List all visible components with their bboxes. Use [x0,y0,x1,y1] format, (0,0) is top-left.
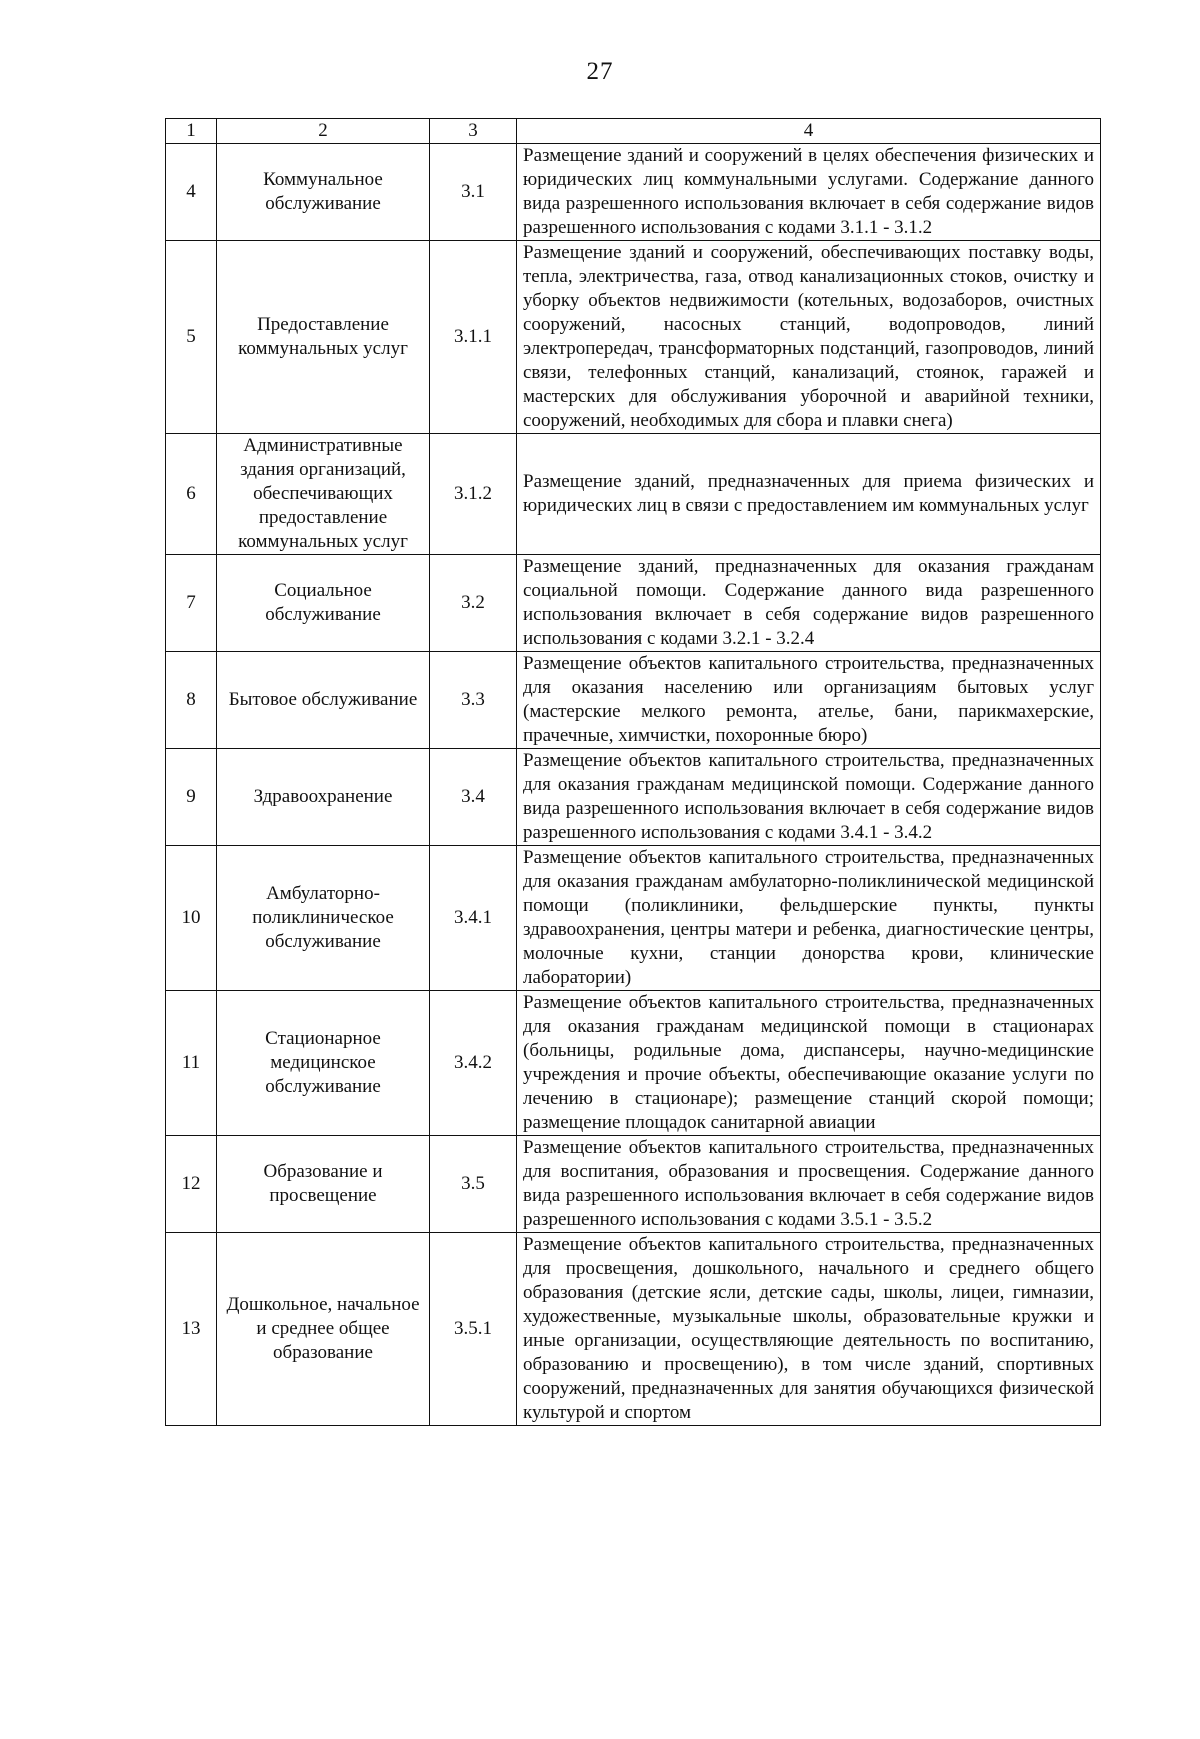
row-number: 11 [166,991,217,1136]
page-number: 27 [586,58,614,85]
row-number: 6 [166,434,217,555]
row-number: 7 [166,555,217,652]
use-type-description: Размещение объектов капитального строительства, предназначенных для оказания гражданам медицинской помощи. Содержание данного вида разрешенного использования включает в себя содержание видов разрешенного использования с кодами 3.4.1 - 3.4.2 [517,749,1101,846]
use-type-code: 3.3 [430,652,517,749]
use-type-description: Размещение объектов капитального строительства, предназначенных для оказания населению или организациям бытовых услуг (мастерские мелкого ремонта, ателье, бани, парикмахерские, прачечные, химчистки, похоронные бюро) [517,652,1101,749]
row-number: 5 [166,241,217,434]
table-row [166,991,1101,1136]
use-type-name: Образование и просвещение [217,1136,430,1233]
table-row [166,1136,1101,1233]
use-type-code: 3.4 [430,749,517,846]
use-type-name: Бытовое обслуживание [217,652,430,749]
table-header-row [166,119,1101,144]
use-type-name: Социальное обслуживание [217,555,430,652]
use-type-description: Размещение зданий, предназначенных для оказания гражданам социальной помощи. Содержание данного вида разрешенного использования включает в себя содержание видов разрешенного использования с кодами 3.2.1 - 3.2.4 [517,555,1101,652]
header-col-3: 3 [430,119,517,144]
use-type-description: Размещение зданий и сооружений, обеспечивающих поставку воды, тепла, электричества, газа, отвод канализационных стоков, очистку и уборку объектов недвижимости (котельных, водозаборов, очистных сооружений, насосных станций, водопроводов, линий электропередач, трансформаторных подстанций, газопроводов, линий связи, телефонных станций, канализаций, стоянок, гаражей и мастерских для обслуживания уборочной и аварийной техники, сооружений, необходимых для сбора и плавки снега) [517,241,1101,434]
use-type-name: Дошкольное, начальное и среднее общее образование [217,1233,430,1426]
table-row [166,241,1101,434]
use-type-description: Размещение объектов капитального строительства, предназначенных для оказания гражданам медицинской помощи в стационарах (больницы, родильные дома, диспансеры, научно-медицинские учреждения и прочие объекты, обеспечивающие оказание услуги по лечению в стационаре); размещение станций скорой помощи; размещение площадок санитарной авиации [517,991,1101,1136]
table-row [166,652,1101,749]
row-number: 12 [166,1136,217,1233]
header-col-2: 2 [217,119,430,144]
use-type-name: Административные здания организаций, обеспечивающих предоставление коммунальных услуг [217,434,430,555]
row-number: 8 [166,652,217,749]
row-number: 13 [166,1233,217,1426]
use-type-description: Размещение объектов капитального строительства, предназначенных для оказания гражданам амбулаторно-поликлинической медицинской помощи (поликлиники, фельдшерские пункты, пункты здравоохранения, центры матери и ребенка, диагностические центры, молочные кухни, станции донорства крови, клинические лаборатории) [517,846,1101,991]
use-type-code: 3.4.1 [430,846,517,991]
table-row [166,555,1101,652]
table-row [166,749,1101,846]
row-number: 4 [166,144,217,241]
header-col-4: 4 [517,119,1101,144]
use-type-code: 3.5 [430,1136,517,1233]
use-type-code: 3.4.2 [430,991,517,1136]
table-row [166,144,1101,241]
row-number: 10 [166,846,217,991]
use-type-description: Размещение зданий, предназначенных для приема физических и юридических лиц в связи с предоставлением им коммунальных услуг [517,434,1101,555]
table-row [166,1233,1101,1426]
use-type-description: Размещение объектов капитального строительства, предназначенных для просвещения, дошкольного, начального и среднего общего образования (детские ясли, детские сады, школы, лицеи, гимназии, художественные, музыкальные школы, образовательные кружки и иные организации, осуществляющие деятельность по воспитанию, образованию и просвещению), в том числе зданий, спортивных сооружений, предназначенных для занятия обучающихся физической культурой и спортом [517,1233,1101,1426]
use-type-name: Предоставление коммунальных услуг [217,241,430,434]
use-type-code: 3.1.1 [430,241,517,434]
use-type-description: Размещение объектов капитального строительства, предназначенных для воспитания, образования и просвещения. Содержание данного вида разрешенного использования включает в себя содержание видов разрешенного использования с кодами 3.5.1 - 3.5.2 [517,1136,1101,1233]
table-row [166,434,1101,555]
use-type-description: Размещение зданий и сооружений в целях обеспечения физических и юридических лиц коммунальными услугами. Содержание данного вида разрешенного использования включает в себя содержание видов разрешенного использования с кодами 3.1.1 - 3.1.2 [517,144,1101,241]
use-type-code: 3.2 [430,555,517,652]
use-type-code: 3.1 [430,144,517,241]
row-number: 9 [166,749,217,846]
use-type-code: 3.1.2 [430,434,517,555]
header-col-1: 1 [166,119,217,144]
use-type-name: Амбулаторно-поликлиническое обслуживание [217,846,430,991]
use-type-name: Стационарное медицинское обслуживание [217,991,430,1136]
use-type-code: 3.5.1 [430,1233,517,1426]
table-row [166,846,1101,991]
use-type-name: Коммунальное обслуживание [217,144,430,241]
use-type-name: Здравоохранение [217,749,430,846]
land-use-table [165,118,1101,1426]
